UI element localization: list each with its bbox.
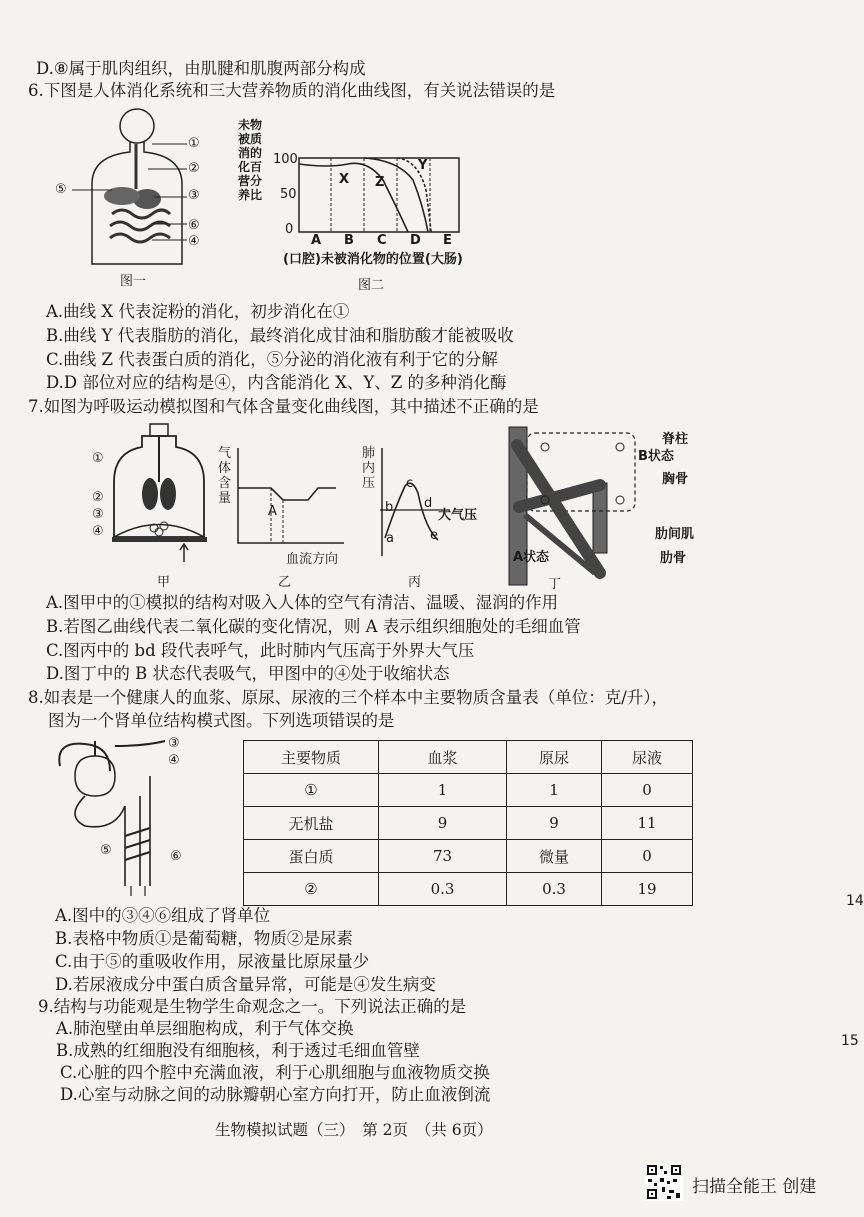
gas-content-chart: [236, 448, 346, 548]
q6-option-b: B.曲线 Y 代表脂肪的消化，最终消化成甘油和脂肪酸才能被吸收: [46, 326, 514, 345]
ding-caption: 丁: [548, 577, 562, 592]
q9-option-d: D.心室与动脉之间的动脉瓣朝心室方向打开，防止血液倒流: [60, 1085, 491, 1104]
th-primary-urine: 原尿: [507, 741, 602, 774]
nephron-label-5: ⑤: [100, 843, 112, 858]
fig2-tick-b: B: [344, 233, 354, 248]
table-row: [244, 807, 693, 840]
nephron-label-3: ③: [168, 736, 180, 751]
edge-number-15: 15: [841, 1033, 859, 1049]
edge-number-14: 14: [846, 893, 864, 909]
bell-jar-figure: [112, 422, 207, 572]
ding-label-state-a: A状态: [513, 550, 550, 565]
cell: 9: [507, 807, 602, 840]
q9-option-c: C.心脏的四个腔中充满血液，利于心肌细胞与血液物质交换: [60, 1063, 490, 1082]
cell: 0.3: [379, 873, 507, 906]
digestion-chart: [298, 150, 463, 235]
fig1-label-1: ①: [188, 136, 200, 151]
nephron-label-6: ⑥: [170, 849, 182, 864]
q7-option-d: D.图丁中的 B 状态代表吸气，甲图中的④处于收缩状态: [46, 664, 450, 683]
bing-caption: 丙: [408, 575, 422, 590]
q8-option-d: D.若尿液成分中蛋白质含量异常，可能是④发生病变: [55, 975, 436, 994]
bing-ylabel: 肺内压: [362, 446, 376, 491]
question-8: 8.如表是一个健康人的血浆、原尿、尿液的三个样本中主要物质含量表（单位：克/升），: [28, 688, 669, 707]
cell: 11: [602, 807, 693, 840]
cell: 0: [602, 774, 693, 807]
th-plasma: 血浆: [379, 741, 507, 774]
th-substance: 主要物质: [244, 741, 379, 774]
cell: ②: [244, 873, 379, 906]
question-7: 7.如图为呼吸运动模拟图和气体含量变化曲线图，其中描述不正确的是: [28, 397, 539, 416]
fig2-tick-a: A: [311, 233, 322, 248]
question-9: 9.结构与功能观是生物学生命观念之一。下列说法正确的是: [38, 997, 467, 1016]
ding-label-state-b: B状态: [638, 449, 674, 464]
fig2-curve-y: Y: [418, 158, 428, 173]
ding-label-intercostal: 肋间肌: [655, 527, 695, 542]
curve-x: [299, 163, 408, 232]
bing-atm-label: 大气压: [438, 508, 478, 523]
fig2-caption: 图二: [358, 278, 385, 293]
fig2-curve-x: X: [339, 172, 350, 187]
bing-mark-c: c: [406, 476, 414, 491]
fig1-caption: 图一: [120, 274, 147, 289]
cell: 0: [602, 840, 693, 873]
nephron-figure: [55, 736, 175, 896]
fig2-tick-e: E: [443, 233, 452, 248]
q8-option-b: B.表格中物质①是葡萄糖，物质②是尿素: [55, 929, 353, 948]
ding-label-spine: 脊柱: [662, 432, 689, 447]
fig2-xlabel: (口腔)未被消化物的位置(大肠): [283, 252, 463, 267]
cell: ①: [244, 774, 379, 807]
nephron-label-4: ④: [168, 753, 180, 768]
q7-option-a: A.图甲中的①模拟的结构对吸入人体的空气有清洁、温暖、湿润的作用: [46, 593, 559, 612]
fig2-tick-c: C: [377, 233, 387, 248]
q6-option-c: C.曲线 Z 代表蛋白质的消化，⑤分泌的消化液有利于它的分解: [46, 350, 498, 369]
scanner-watermark: 扫描全能王 创建: [692, 1177, 817, 1197]
fig1-label-2: ②: [188, 161, 200, 176]
table-row: [244, 873, 693, 906]
ding-label-sternum: 胸骨: [662, 472, 689, 487]
q8-option-c: C.由于⑤的重吸收作用，尿液量比原尿量少: [55, 952, 370, 971]
q9-option-b: B.成熟的红细胞没有细胞核，利于透过毛细血管壁: [56, 1041, 420, 1060]
jia-label-3: ③: [92, 507, 104, 522]
fig1-label-5: ⑤: [55, 182, 67, 197]
fig2-y50: 50: [280, 187, 297, 202]
jia-label-4: ④: [92, 524, 104, 539]
fig1-label-4: ④: [188, 234, 200, 249]
cell: 1: [507, 774, 602, 807]
yi-caption: 乙: [278, 575, 292, 590]
cell: 无机盐: [244, 807, 379, 840]
cell: 19: [602, 873, 693, 906]
page-footer: 生物模拟试题（三） 第 2页 （共 6页）: [215, 1121, 493, 1139]
fig1-label-3: ③: [188, 188, 200, 203]
q9-option-a: A.肺泡壁由单层细胞构成，利于气体交换: [56, 1019, 354, 1038]
q7-option-b: B.若图乙曲线代表二氧化碳的变化情况，则 A 表示组织细胞处的毛细血管: [46, 617, 581, 636]
cell: 73: [379, 840, 507, 873]
yi-xlabel: 血流方向: [286, 552, 339, 567]
jia-label-1: ①: [92, 451, 104, 466]
fig2-y0: 0: [285, 222, 294, 237]
yi-ylabel: 气体含量: [218, 446, 232, 506]
question-8-cont: 图为一个肾单位结构模式图。下列选项错误的是: [48, 711, 395, 730]
cell: 9: [379, 807, 507, 840]
cell: 微量: [507, 840, 602, 873]
qr-code-icon: [645, 1163, 683, 1201]
jia-label-2: ②: [92, 490, 104, 505]
table-row: [244, 774, 693, 807]
yi-mark-a: A: [268, 504, 277, 519]
rib-cage-figure: [505, 425, 655, 590]
bing-mark-a: a: [386, 531, 394, 546]
q7-option-c: C.图丙中的 bd 段代表呼气，此时肺内气压高于外界大气压: [46, 641, 475, 660]
bing-mark-b: b: [385, 500, 394, 515]
fig2-curve-z: Z: [375, 175, 385, 190]
th-urine: 尿液: [602, 741, 693, 774]
question-6: 6.下图是人体消化系统和三大营养物质的消化曲线图，有关说法错误的是: [28, 81, 556, 100]
q6-option-a: A.曲线 X 代表淀粉的消化，初步消化在①: [46, 302, 350, 321]
q6-option-d: D.D 部位对应的结构是④，内含能消化 X、Y、Z 的多种消化酶: [46, 373, 507, 392]
cell: 0.3: [507, 873, 602, 906]
table-header: [244, 741, 693, 774]
fig2-ylabel: 未物被质消的化百营分养比: [238, 118, 263, 202]
ding-label-rib: 肋骨: [660, 551, 687, 566]
bing-mark-d: d: [424, 496, 433, 511]
option-d-prev: D.⑧属于肌肉组织，由肌腱和肌腹两部分构成: [36, 59, 366, 78]
bing-mark-e: e: [430, 528, 438, 543]
cell: 1: [379, 774, 507, 807]
substance-table: [243, 740, 693, 906]
fig2-y100: 100: [273, 152, 298, 167]
q8-option-a: A.图中的③④⑥组成了肾单位: [55, 906, 271, 925]
fig1-label-6: ⑥: [188, 218, 200, 233]
cell: 蛋白质: [244, 840, 379, 873]
jia-caption: 甲: [157, 575, 171, 590]
table-row: [244, 840, 693, 873]
fig2-tick-d: D: [410, 233, 421, 248]
